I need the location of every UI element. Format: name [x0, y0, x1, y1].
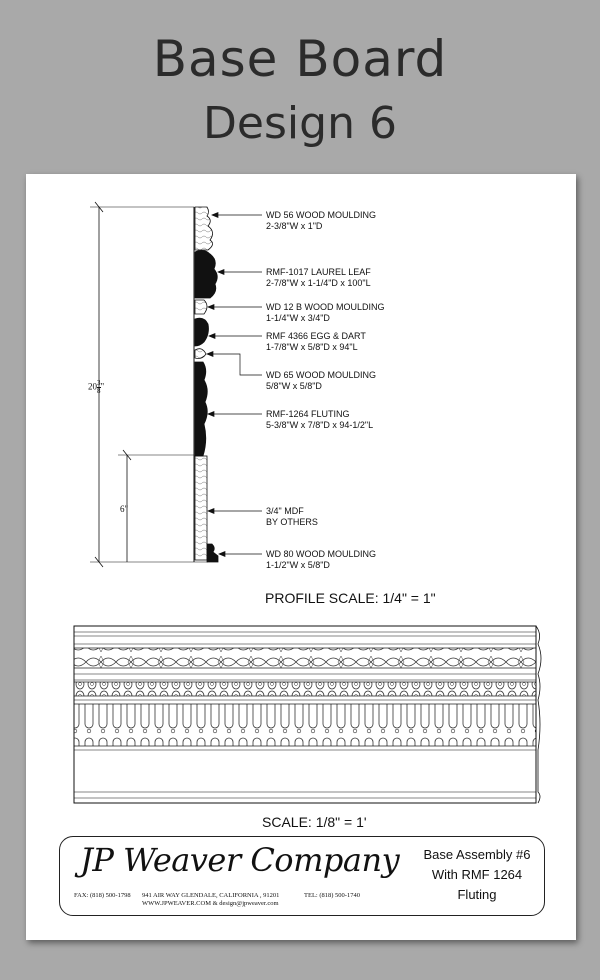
profile-section [90, 202, 262, 567]
assembly-description [422, 845, 532, 905]
callout-5-spec: 5/8"W x 5/8"D [266, 381, 322, 391]
callout-7 [266, 506, 318, 528]
page-title-line1: Base Board [152, 30, 448, 88]
drawing-sheet [26, 174, 576, 940]
callout-3-name: WD 12 B WOOD MOULDING [266, 302, 385, 312]
callout-4-spec: 1-7/8"W x 5/8"D x 94"L [266, 342, 358, 352]
overall-height-dimension [88, 380, 104, 395]
page-title-line2: Design 6 [203, 98, 397, 149]
callout-6-name: RMF-1264 FLUTING [266, 409, 350, 419]
fraction-numerator: 3 [97, 379, 101, 387]
callout-1-name: WD 56 WOOD MOULDING [266, 210, 377, 220]
callout-3 [266, 302, 385, 324]
callout-2 [266, 267, 371, 289]
assembly-line-1: Base Assembly #6 [423, 847, 531, 862]
callout-8 [266, 549, 376, 571]
web-contact: WWW.JPWEAVER.COM & design@jpweaver.com [142, 900, 279, 907]
overall-height-unit: " [100, 381, 105, 392]
callout-2-spec: 2-7/8"W x 1-1/4"D x 100"L [266, 278, 371, 288]
company-logo: JP Weaver Company [80, 841, 400, 879]
tel-number: TEL: (818) 500-1740 [304, 892, 360, 899]
company-address: 941 AIR WAY GLENDALE, CALIFORNIA , 91201 [142, 892, 280, 899]
title-block [59, 836, 545, 916]
profile-scale-label: PROFILE SCALE: 1/4" = 1" [265, 590, 436, 606]
fraction-denominator: 8 [97, 387, 101, 395]
callout-3-spec: 1-1/4"W x 3/4"D [266, 313, 330, 323]
elevation-drawing [74, 626, 541, 803]
elevation-scale-label: SCALE: 1/8" = 1' [262, 814, 367, 830]
callout-8-name: WD 80 WOOD MOULDING [266, 549, 377, 559]
overall-height-whole: 20 [88, 381, 97, 392]
assembly-line-3: Fluting [457, 887, 497, 902]
callout-1 [266, 210, 376, 232]
assembly-line-2: With RMF 1264 [431, 867, 523, 882]
callout-1-spec: 2-3/8"W x 1"D [266, 221, 323, 231]
callout-8-spec: 1-1/2"W x 5/8"D [266, 560, 330, 570]
callout-6 [266, 409, 373, 431]
callout-7-name: 3/4" MDF [266, 506, 304, 516]
callout-5 [266, 370, 376, 392]
callout-4-name: RMF 4366 EGG & DART [266, 331, 366, 341]
callout-5-name: WD 65 WOOD MOULDING [266, 370, 377, 380]
callout-2-name: RMF-1017 LAUREL LEAF [266, 267, 371, 277]
callout-7-spec: BY OTHERS [266, 517, 318, 527]
callout-6-spec: 5-3/8"W x 7/8"D x 94-1/2"L [266, 420, 374, 430]
callout-4 [266, 331, 366, 353]
fax-number: FAX: (818) 500-1798 [74, 892, 131, 899]
lower-height-dimension: 6" [120, 504, 129, 514]
